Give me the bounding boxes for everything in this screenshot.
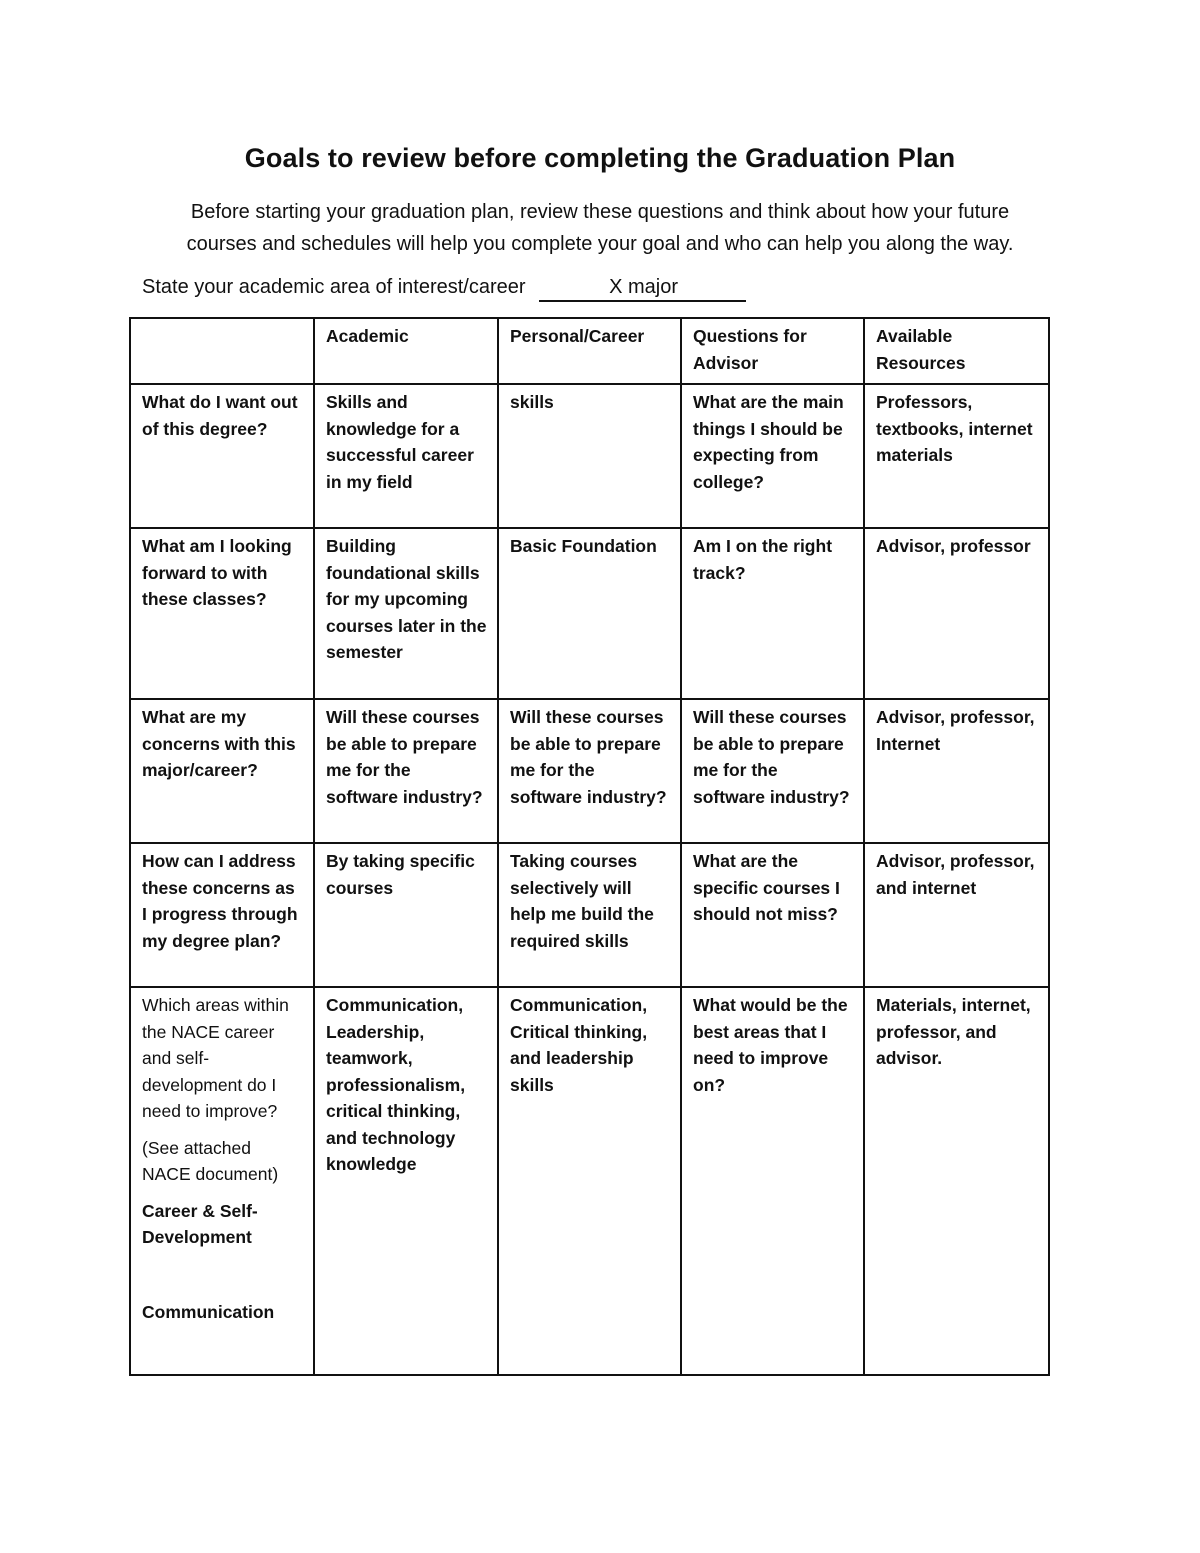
nace-note: (See attached NACE document) xyxy=(142,1137,279,1184)
header-cell-academic: Academic xyxy=(314,318,498,384)
resources-cell: Materials, internet, professor, and advisor. xyxy=(864,987,1049,1375)
row-question-cell: What am I looking forward to with these classes? xyxy=(130,528,314,699)
table-row xyxy=(130,384,1049,528)
resources-cell: Advisor, professor, and internet xyxy=(864,843,1049,987)
table-row xyxy=(130,843,1049,987)
row-question-cell: What do I want out of this degree? xyxy=(130,384,314,528)
table-row xyxy=(130,699,1049,843)
personal-career-cell: skills xyxy=(498,384,681,528)
goals-table xyxy=(129,317,1050,1376)
row-question-cell xyxy=(130,987,314,1375)
resources-cell: Advisor, professor, Internet xyxy=(864,699,1049,843)
nace-category-career: Career & Self-Development xyxy=(142,1200,258,1247)
interest-answer: X major xyxy=(539,274,746,302)
advisor-question-cell: What are the main things I should be expecting from college? xyxy=(681,384,864,528)
personal-career-cell: Communication, Critical thinking, and leadership skills xyxy=(498,987,681,1375)
nace-question: Which areas within the NACE career and self-development do I need to improve? xyxy=(142,995,289,1121)
page-title: Goals to review before completing the Graduation Plan xyxy=(244,143,956,173)
table-row xyxy=(130,528,1049,699)
header-cell-blank xyxy=(130,318,314,384)
advisor-question-cell: Will these courses be able to prepare me for the software industry? xyxy=(681,699,864,843)
spacer xyxy=(142,1251,303,1299)
header-cell-personal-career: Personal/Career xyxy=(498,318,681,384)
academic-cell: Building foundational skills for my upcoming courses later in the semester xyxy=(314,528,498,699)
header-cell-questions-for-advisor: Questions for Advisor xyxy=(681,318,864,384)
resources-cell: Advisor, professor xyxy=(864,528,1049,699)
header-cell-available-resources: Available Resources xyxy=(864,318,1049,384)
academic-cell: Will these courses be able to prepare me for the software industry? xyxy=(314,699,498,843)
academic-cell: By taking specific courses xyxy=(314,843,498,987)
intro-line-2: courses and schedules will help you complete your goal and who can help you along the way. xyxy=(186,233,1014,255)
intro-paragraph xyxy=(120,196,1080,260)
resources-cell: Professors, textbooks, internet materials xyxy=(864,384,1049,528)
nace-category-communication: Communication xyxy=(142,1301,275,1322)
intro-line-1: Before starting your graduation plan, review these questions and think about how your future xyxy=(190,201,1010,223)
personal-career-cell: Will these courses be able to prepare me for the software industry? xyxy=(498,699,681,843)
advisor-question-cell: Am I on the right track? xyxy=(681,528,864,699)
row-question-cell: How can I address these concerns as I progress through my degree plan? xyxy=(130,843,314,987)
personal-career-cell: Basic Foundation xyxy=(498,528,681,699)
academic-cell: Communication, Leadership, teamwork, professionalism, critical thinking, and technology knowledge xyxy=(314,987,498,1375)
advisor-question-cell: What would be the best areas that I need to improve on? xyxy=(681,987,864,1375)
table-header-row xyxy=(130,318,1049,384)
academic-cell: Skills and knowledge for a successful career in my field xyxy=(314,384,498,528)
interest-label: State your academic area of interest/career xyxy=(142,276,526,298)
personal-career-cell: Taking courses selectively will help me build the required skills xyxy=(498,843,681,987)
advisor-question-cell: What are the specific courses I should not miss? xyxy=(681,843,864,987)
table-row xyxy=(130,987,1049,1375)
row-question-cell: What are my concerns with this major/career? xyxy=(130,699,314,843)
interest-statement xyxy=(142,274,746,302)
